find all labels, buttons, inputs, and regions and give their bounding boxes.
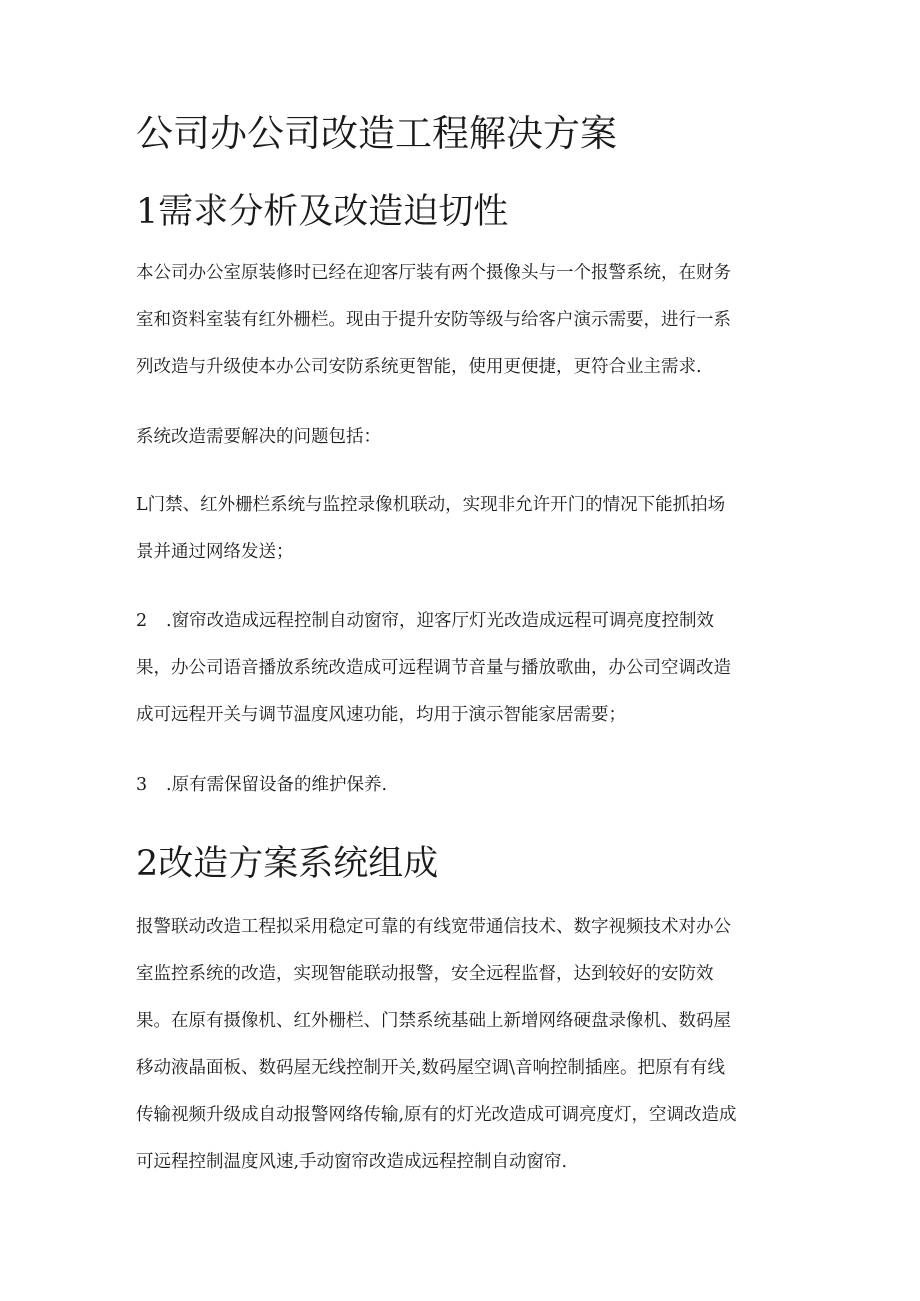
section-1-heading: 1需求分析及改造迫切性 [136, 192, 509, 232]
paragraph-line [136, 762, 786, 809]
section-2-heading: 2改造方案系统组成 [136, 844, 439, 884]
paragraph-line: 果，办公司语音播放系统改造成可远程调节音量与播放歌曲，办公司空调改造 [136, 658, 731, 678]
problems-label-paragraph [136, 422, 786, 452]
item-text: .窗帘改造成远程控制自动窗帘，迎客厅灯光改造成远程可调亮度控制效 [166, 611, 715, 631]
paragraph-line: 列改造与升级使本办公司安防系统更智能，使用更便捷，更符合业主需求. [136, 357, 702, 377]
paragraph-line: 本公司办公室原装修时已经在迎客厅装有两个摄像头与一个报警系统，在财务 [136, 263, 731, 283]
problem-item-3 [136, 762, 786, 809]
problem-item-2 [136, 598, 786, 739]
paragraph-line [136, 598, 786, 645]
paragraph-line: 传输视频升级成自动报警网络传输,原有的灯光改造成可调亮度灯，空调改造成 [136, 1105, 737, 1125]
paragraph-line: 景并通过网络发送； [136, 542, 294, 562]
paragraph-line: 果。在原有摄像机、红外栅栏、门禁系统基础上新增网络硬盘录像机、数码屋 [136, 1011, 731, 1031]
section-1-intro-paragraph [136, 250, 786, 391]
document-title: 公司办公司改造工程解决方案 [136, 112, 617, 155]
problem-item-1 [136, 482, 786, 576]
paragraph-line: 移动液晶面板、数码屋无线控制开关,数码屋空调\音响控制插座。把原有有线 [136, 1058, 725, 1078]
paragraph-line: L门禁、红外栅栏系统与监控录像机联动，实现非允许开门的情况下能抓拍场 [136, 495, 726, 515]
section-2-body-paragraph [136, 904, 786, 1186]
paragraph-line: 系统改造需要解决的问题包括： [136, 427, 381, 447]
item-number: 3 [136, 775, 148, 795]
paragraph-line: 室和资料室装有红外栅栏。现由于提升安防等级与给客户演示需要，进行一系 [136, 310, 731, 330]
paragraph-line: 可远程控制温度风速,手动窗帘改造成远程控制自动窗帘. [136, 1152, 568, 1172]
paragraph-line: 报警联动改造工程拟采用稳定可靠的有线宽带通信技术、数字视频技术对办公 [136, 917, 731, 937]
paragraph-line: 室监控系统的改造，实现智能联动报警，安全远程监督，达到较好的安防效 [136, 964, 714, 984]
item-number: 2 [136, 611, 148, 631]
item-text: .原有需保留设备的维护保养. [166, 775, 388, 795]
paragraph-line: 成可远程开关与调节温度风速功能，均用于演示智能家居需要； [136, 705, 626, 725]
